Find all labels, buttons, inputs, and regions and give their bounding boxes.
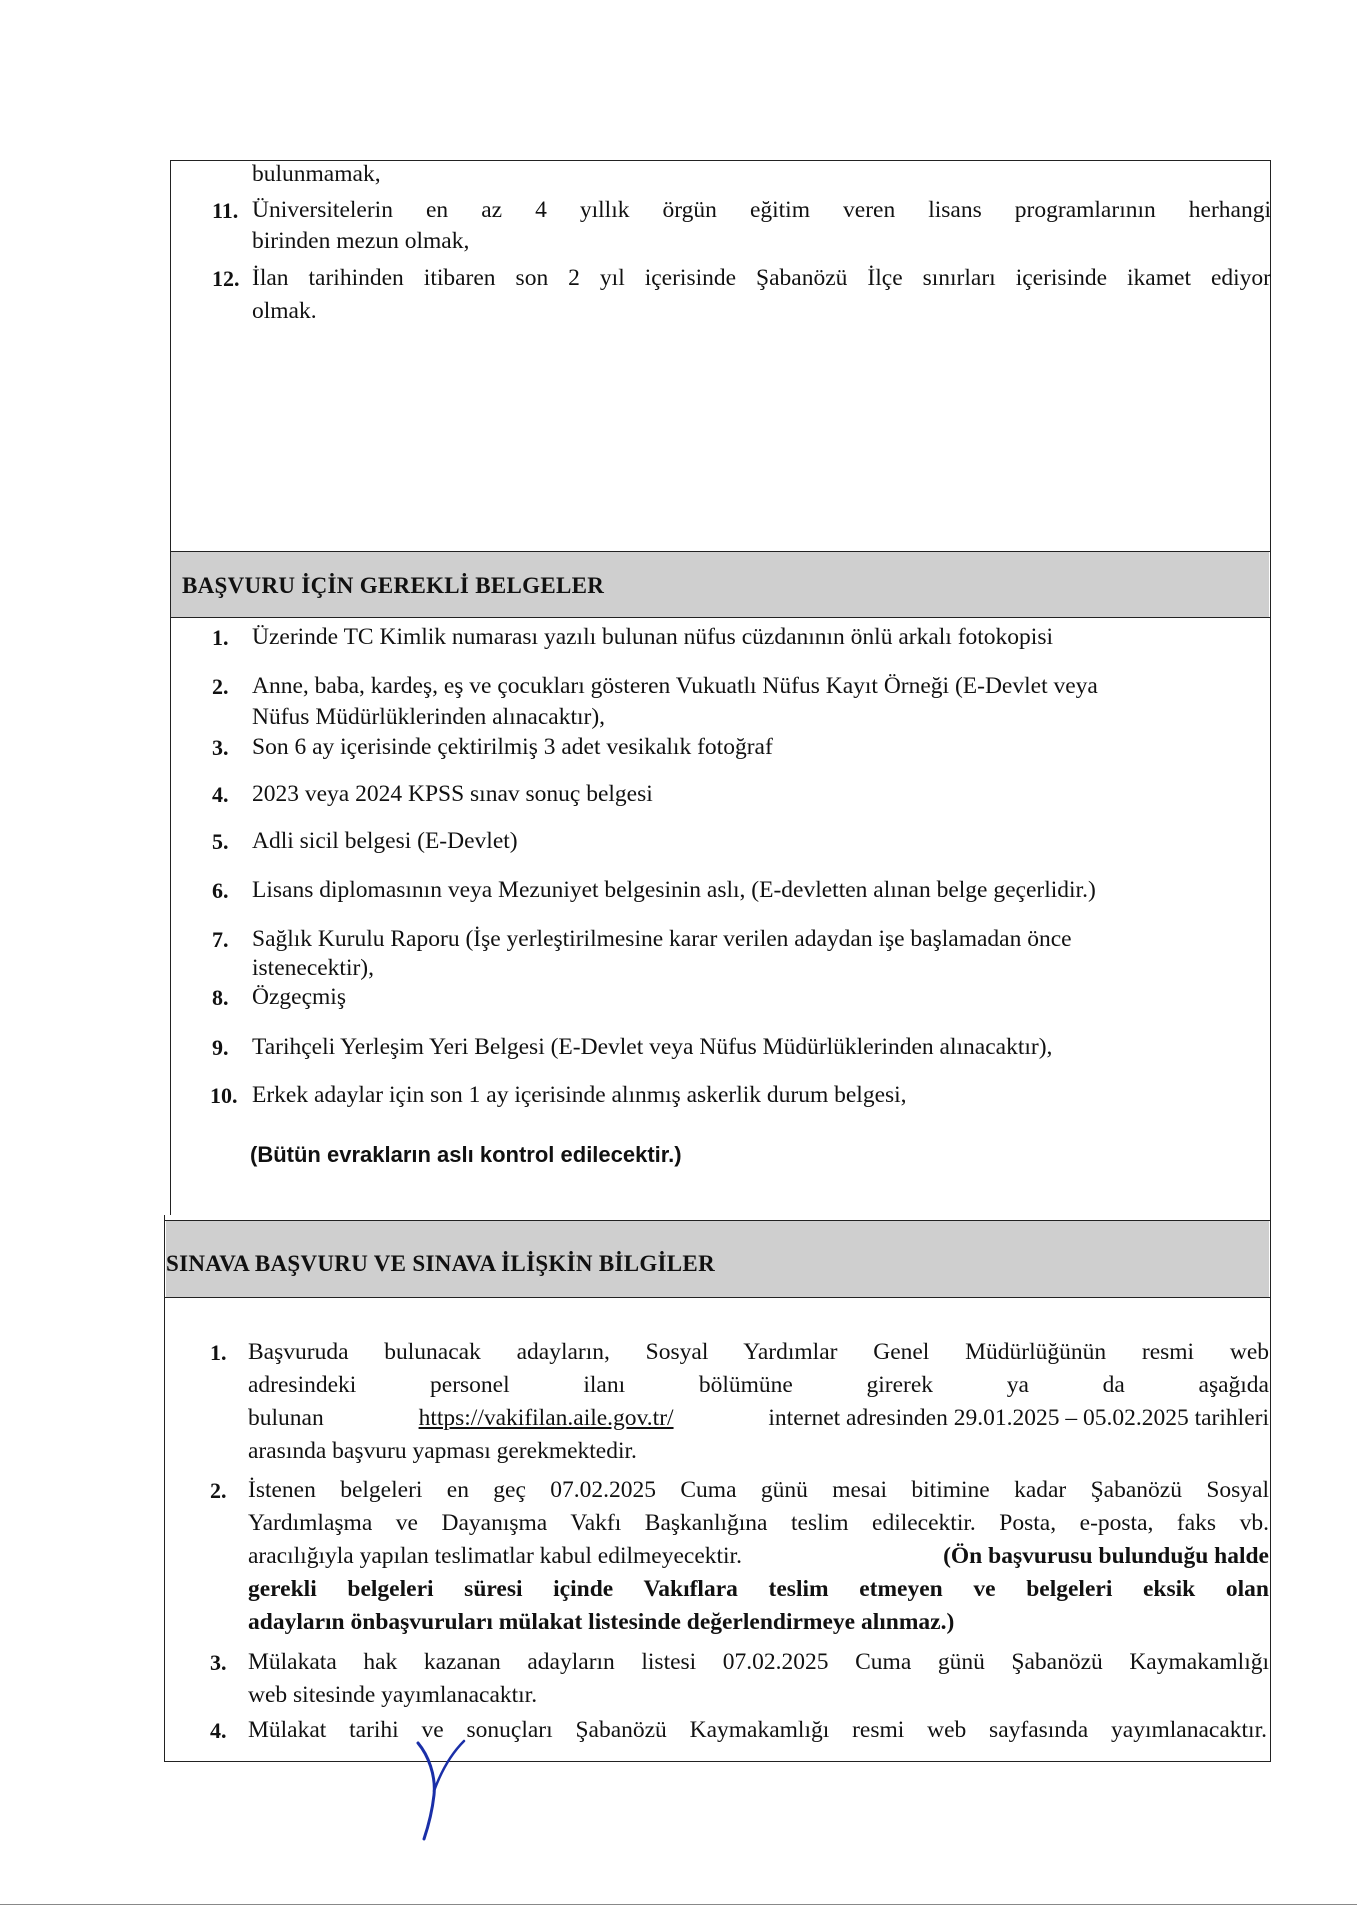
info-number-1: 1. [210, 1340, 227, 1365]
heading-bottom-line-documents [170, 617, 1271, 618]
info-item-2-bold-start: (Ön başvurusu bulunduğu halde [943, 1543, 1269, 1569]
info-item-1-text-pre: bulunan [248, 1405, 324, 1431]
application-website-link[interactable]: https://vakifilan.aile.gov.tr/ [418, 1405, 674, 1431]
doc-number-6: 6. [212, 878, 229, 903]
doc-number-1: 1. [212, 625, 229, 650]
doc-number-9: 9. [212, 1035, 229, 1060]
info-number-3: 3. [210, 1650, 227, 1675]
info-number-2: 2. [210, 1478, 227, 1503]
item-12-line-2: olmak. [252, 298, 317, 324]
info-item-2-line-3 [248, 1540, 1269, 1573]
info-item-1-line-4: arasında başvuru yapması gerekmektedir. [248, 1438, 637, 1464]
item-12-line-1: İlan tarihinden itibaren son 2 yıl içerisinde Şabanözü İlçe sınırları içerisinde ikamet ediyor [252, 265, 1271, 291]
line-bulunmamak: bulunmamak, [252, 161, 381, 187]
info-item-1-text-post: internet adresinden 29.01.2025 – 05.02.2025 tarihleri [768, 1405, 1269, 1431]
doc-item-7-line-2: istenecektir), [252, 955, 375, 981]
info-item-1-line-3 [248, 1402, 1269, 1435]
doc-item-5: Adli sicil belgesi (E-Devlet) [252, 828, 518, 854]
info-item-2-text-pre: aracılığıyla yapılan teslimatlar kabul edilmeyecektir. [248, 1543, 742, 1569]
doc-item-2-line-2: Nüfus Müdürlüklerinden alınacaktır), [252, 704, 606, 730]
item-11-line-1: Üniversitelerin en az 4 yıllık örgün eğitim veren lisans programlarının herhangi [252, 197, 1271, 223]
item-number-11: 11. [212, 198, 239, 223]
doc-number-2: 2. [212, 674, 229, 699]
signature-mark [398, 1735, 468, 1845]
info-item-2-line-2: Yardımlaşma ve Dayanışma Vakfı Başkanlığına teslim edilecektir. Posta, e-posta, faks vb. [248, 1510, 1269, 1536]
info-item-4-line-1: Mülakat tarihi ve sonuçları Şabanözü Kaymakamlığı resmi web sayfasında yayımlanacaktır. [248, 1717, 1267, 1743]
doc-item-2-line-1: Anne, baba, kardeş, eş ve çocukları gösteren Vukuatlı Nüfus Kayıt Örneği (E-Devlet veya [252, 673, 1098, 699]
doc-item-8: Özgeçmiş [252, 984, 346, 1010]
doc-number-3: 3. [212, 735, 229, 760]
documents-note: (Bütün evrakların aslı kontrol edilecektir.) [250, 1142, 682, 1167]
doc-number-7: 7. [212, 927, 229, 952]
section-heading-documents: BAŞVURU İÇİN GEREKLİ BELGELER [182, 573, 605, 598]
heading-top-line-application [164, 1220, 1271, 1221]
doc-number-10: 10. [210, 1083, 238, 1108]
info-item-3-line-2: web sitesinde yayımlanacaktır. [248, 1682, 538, 1708]
heading-top-line-documents [170, 551, 1271, 552]
doc-item-10: Erkek adaylar için son 1 ay içerisinde alınmış askerlik durum belgesi, [252, 1082, 907, 1108]
info-item-1-line-2: adresindeki personel ilanı bölümüne girerek ya da aşağıda [248, 1372, 1269, 1398]
heading-bottom-line-application [164, 1297, 1271, 1298]
section-heading-application: SINAVA BAŞVURU VE SINAVA İLİŞKİN BİLGİLER [166, 1251, 715, 1276]
info-item-3-line-1: Mülakata hak kazanan adayların listesi 07.02.2025 Cuma günü Şabanözü Kaymakamlığı [248, 1649, 1269, 1675]
doc-number-4: 4. [212, 782, 229, 807]
doc-item-9: Tarihçeli Yerleşim Yeri Belgesi (E-Devlet veya Nüfus Müdürlüklerinden alınacaktır), [252, 1034, 1053, 1060]
scan-edge-line [0, 1904, 1357, 1905]
info-item-1-line-1: Başvuruda bulunacak adayların, Sosyal Yardımlar Genel Müdürlüğünün resmi web [248, 1339, 1269, 1365]
info-item-2-line-1: İstenen belgeleri en geç 07.02.2025 Cuma günü mesai bitimine kadar Şabanözü Sosyal [248, 1477, 1269, 1503]
info-item-2-line-4: gerekli belgeleri süresi içinde Vakıflara teslim etmeyen ve belgeleri eksik olan [248, 1576, 1269, 1602]
doc-item-6: Lisans diplomasının veya Mezuniyet belgesinin aslı, (E-devletten alınan belge geçerlidir.) [252, 877, 1096, 903]
doc-number-5: 5. [212, 829, 229, 854]
item-11-line-2: birinden mezun olmak, [252, 228, 470, 254]
doc-item-3: Son 6 ay içerisinde çektirilmiş 3 adet vesikalık fotoğraf [252, 734, 773, 760]
doc-item-1: Üzerinde TC Kimlik numarası yazılı bulunan nüfus cüzdanının önlü arkalı fotokopisi [252, 624, 1054, 650]
doc-number-8: 8. [212, 985, 229, 1010]
doc-item-4: 2023 veya 2024 KPSS sınav sonuç belgesi [252, 781, 653, 807]
table-bottom-border [164, 1761, 1271, 1762]
doc-item-7-line-1: Sağlık Kurulu Raporu (İşe yerleştirilmesine karar verilen adaydan işe başlamadan önce [252, 926, 1072, 952]
info-item-2-line-5: adayların önbaşvuruları mülakat listesinde değerlendirmeye alınmaz.) [248, 1609, 955, 1635]
item-number-12: 12. [212, 266, 240, 291]
info-number-4: 4. [210, 1718, 227, 1743]
